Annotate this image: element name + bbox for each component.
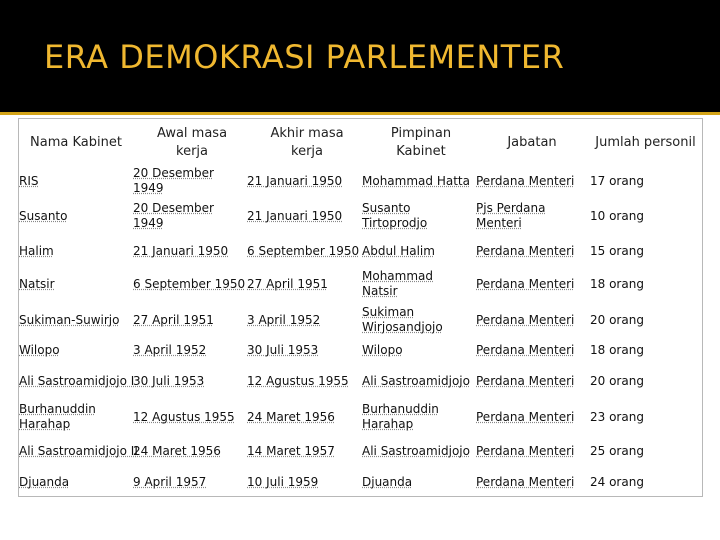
cell-akhir-masa-kerja: 12 Agustus 1955 [247,373,349,388]
table-row [19,337,702,363]
table-row [19,399,702,435]
cell-awal-masa-kerja: 12 Agustus 1955 [133,409,235,424]
cell-nama-kabinet: Djuanda [19,474,70,489]
table-row [19,363,702,399]
header-pimpinan-kabinet: Pimpinan Kabinet [390,126,452,159]
cell-nama-kabinet: Ali Sastroamidjojo I [19,373,135,388]
cell-awal-masa-kerja: 24 Maret 1956 [133,443,221,458]
header-nama-kabinet: Nama Kabinet [30,135,122,150]
cell-pimpinan-kabinet: Sukiman Wirjosandjojo [362,305,443,334]
cell-jumlah-personil: 25 orang [590,443,644,458]
cell-jabatan: Perdana Menteri [476,443,575,458]
cell-jabatan: Perdana Menteri [476,474,575,489]
cell-jabatan: Perdana Menteri [476,342,575,357]
cell-awal-masa-kerja: 30 Juli 1953 [133,373,205,388]
cell-pimpinan-kabinet: Mohammad Hatta [362,173,470,188]
cell-jabatan: Perdana Menteri [476,243,575,258]
cell-nama-kabinet: Sukiman-Suwirjo [19,312,120,327]
title-divider [0,112,720,115]
cell-jumlah-personil: 23 orang [590,409,644,424]
cell-pimpinan-kabinet: Susanto Tirtoprodjo [362,201,428,230]
header-awal-masa-kerja: Awal masa kerja [156,126,228,159]
cell-jumlah-personil: 20 orang [590,312,644,327]
cell-jumlah-personil: 10 orang [590,208,644,223]
cell-akhir-masa-kerja: 24 Maret 1956 [247,409,335,424]
table-row [19,195,702,237]
cell-pimpinan-kabinet: Mohammad Natsir [362,269,434,298]
cell-akhir-masa-kerja: 27 April 1951 [247,276,328,291]
table-row [19,237,702,265]
cell-akhir-masa-kerja: 10 Juli 1959 [247,474,319,489]
cell-akhir-masa-kerja: 21 Januari 1950 [247,208,343,223]
cell-nama-kabinet: RIS [19,173,39,188]
cell-jabatan: Perdana Menteri [476,312,575,327]
cell-jabatan: Perdana Menteri [476,173,575,188]
cell-pimpinan-kabinet: Djuanda [362,474,413,489]
cell-jumlah-personil: 18 orang [590,342,644,357]
cell-akhir-masa-kerja: 30 Juli 1953 [247,342,319,357]
cell-jabatan: Perdana Menteri [476,409,575,424]
table-row [19,265,702,303]
cell-jabatan: Perdana Menteri [476,276,575,291]
cell-jumlah-personil: 24 orang [590,474,644,489]
cell-awal-masa-kerja: 20 Desember 1949 [133,166,214,195]
cell-nama-kabinet: Wilopo [19,342,60,357]
cell-pimpinan-kabinet: Ali Sastroamidjojo [362,373,470,388]
table-row [19,167,702,195]
cell-pimpinan-kabinet: Burhanuddin Harahap [362,402,439,431]
header-akhir-masa-kerja: Akhir masa kerja [270,126,344,159]
cell-akhir-masa-kerja: 21 Januari 1950 [247,173,343,188]
cell-akhir-masa-kerja: 3 April 1952 [247,312,321,327]
cell-akhir-masa-kerja: 6 September 1950 [247,243,360,258]
cell-awal-masa-kerja: 20 Desember 1949 [133,201,214,230]
cell-jumlah-personil: 17 orang [590,173,644,188]
cell-nama-kabinet: Halim [19,243,54,258]
table-row [19,303,702,337]
slide-title: ERA DEMOKRASI PARLEMENTER [44,38,565,76]
cell-awal-masa-kerja: 6 September 1950 [133,276,246,291]
cell-awal-masa-kerja: 3 April 1952 [133,342,207,357]
cell-awal-masa-kerja: 27 April 1951 [133,312,214,327]
cell-pimpinan-kabinet: Abdul Halim [362,243,435,258]
header-jumlah-personil: Jumlah personil [595,135,696,150]
cell-pimpinan-kabinet: Ali Sastroamidjojo [362,443,470,458]
table-row [19,467,702,497]
cell-nama-kabinet: Ali Sastroamidjojo II [19,443,138,458]
cell-nama-kabinet: Burhanuddin Harahap [19,402,96,431]
cell-awal-masa-kerja: 9 April 1957 [133,474,207,489]
title-bar [0,0,720,112]
cell-jumlah-personil: 18 orang [590,276,644,291]
cell-awal-masa-kerja: 21 Januari 1950 [133,243,229,258]
header-jabatan: Jabatan [507,135,557,150]
cell-nama-kabinet: Natsir [19,276,55,291]
cell-jumlah-personil: 20 orang [590,373,644,388]
cell-jumlah-personil: 15 orang [590,243,644,258]
cell-jabatan: Perdana Menteri [476,373,575,388]
table-header [19,119,702,167]
cell-akhir-masa-kerja: 14 Maret 1957 [247,443,335,458]
cell-nama-kabinet: Susanto [19,208,68,223]
cell-jabatan: Pjs Perdana Menteri [476,201,546,230]
table-row [19,435,702,467]
cabinet-table [18,118,703,497]
cell-pimpinan-kabinet: Wilopo [362,342,403,357]
